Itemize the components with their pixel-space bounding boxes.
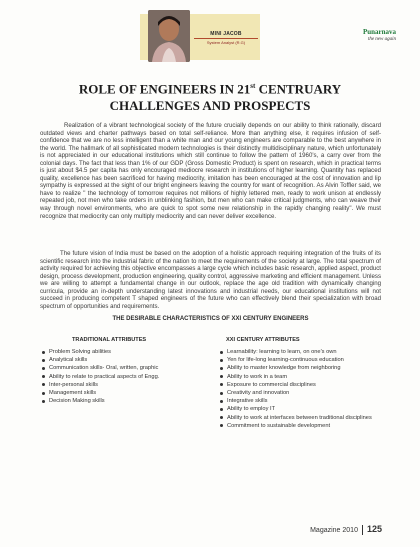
- title-line1-suffix: CENTRUARY: [255, 81, 342, 97]
- list-item: Creativity and innovation: [218, 389, 384, 397]
- bullet-icon: [220, 367, 223, 370]
- bullet-icon: [42, 400, 45, 403]
- list-item: Problem Solving abilities: [40, 348, 190, 356]
- bullet-icon: [220, 392, 223, 395]
- list-item: Commitment to sustainable development: [218, 422, 384, 430]
- section-heading: THE DESIRABLE CHARACTERISTICS OF XXI CENTURY ENGINEERS: [112, 316, 309, 322]
- bullet-icon: [42, 375, 45, 378]
- article-title: [40, 78, 380, 114]
- title-line1-sup: st: [250, 82, 256, 90]
- traditional-attributes-heading: TRADITIONAL ATTRIBUTES: [72, 337, 147, 343]
- traditional-attributes-list: [40, 348, 190, 405]
- bullet-icon: [220, 351, 223, 354]
- author-role: System Analyst (R.G): [206, 40, 246, 45]
- list-item: Communication skills- Oral, written, graphic: [40, 364, 190, 372]
- bullet-icon: [42, 367, 45, 370]
- brand-block: [363, 28, 396, 42]
- bullet-icon: [220, 416, 223, 419]
- list-item: Ability to work in a team: [218, 373, 384, 381]
- author-photo: [148, 10, 190, 62]
- list-item: Exposure to commercial disciplines: [218, 381, 384, 389]
- body-paragraph-2: The future vision of India must be based on the adoption of a holistic approach requiring integration of the fruits of its scientific research into the industrial fabric of the nation to meet the requirements of the society at large. The total spectrum of activity required for achieving this objective encompasses a large cycle which includes basic research, applied aspect, product design, process development, production engineering, quality control, aggressive marketing and efficient management. Unless we are willing to attempt a fundamental change in our outlook, replace the age old tradition with dynamically changing curricula, provide an in-depth understanding latest innovations and industrial needs, our educational institutions will not succeed in producing competent T shaped engineers of the future who can effectively blend their specialization with broad spectrum of opportunities and requirements.: [40, 250, 381, 310]
- list-item: Inter-personal skills: [40, 381, 190, 389]
- bullet-icon: [42, 351, 45, 354]
- brand-name: Punarnava: [362, 28, 396, 36]
- bullet-icon: [42, 359, 45, 362]
- bullet-icon: [42, 392, 45, 395]
- list-item: Ability to work at interfaces between traditional disciplines: [218, 414, 384, 422]
- brand-tagline: the new again: [367, 37, 396, 42]
- page-footer: [310, 524, 382, 535]
- xxi-attributes-heading: XXI CENTURY ATTRIBUTES: [226, 337, 300, 343]
- body-paragraph-1: Realization of a vibrant technological society of the future crucially depends on our ability to think rationally, discard outdated views and charter pathways based on total self-reliance. More than anything else, it requires infusion of self-confidence that we are no less intelligent than a white man and our young engineers are comparable to the best anywhere in the world. The hallmark of all sophisticated modern technologies is their distinctly multidisciplinary nature, which unfortunately is not appreciated in our educational institutions which still continue to follow the pattern of 1960's, a carry over from the colonial days. The fact that less than 1% of our GDP (Gross Domestic Product) is spent on research, which in practical terms is just about $4.5 per capita has only encouraged mediocre research in institutions of higher learning. Quantity has replaced quality, excellence has been sacrificed for having mediocrity, imitation has been encouraged at the cost of innovation and lip sympathy is expressed at the sight of our bright engineers leaving the country for want of recognition. As Alvin Toffler said, we have to realize " the technology of tomorrow requires not millions of highly lettered men, ready to work unison at endlessly repeated job, not men who take orders in unblinking fashion, but men who can make critical judgments, who can weave their way through novel environments, who are quick to spot some new relationship in the rapidly changing reality". We must recognize that mediocrity can only multiply mediocrity and can never deliver excellence.: [40, 122, 381, 220]
- title-line1-prefix: ROLE OF ENGINEERS IN 21: [78, 81, 251, 97]
- list-item: Decision Making skills: [40, 397, 190, 405]
- bullet-icon: [220, 400, 223, 403]
- magazine-label: Magazine 2010: [310, 527, 358, 534]
- bullet-icon: [220, 424, 223, 427]
- list-item: Yen for life-long learning-continuous education: [218, 356, 384, 364]
- list-item: Ability to relate to practical aspects of Engg.: [40, 373, 190, 381]
- page-number: 125: [366, 524, 382, 534]
- author-portrait-icon: [148, 10, 190, 62]
- author-divider: [194, 38, 258, 39]
- bullet-icon: [220, 375, 223, 378]
- list-item: Ability to employ IT: [218, 405, 384, 413]
- bullet-icon: [220, 359, 223, 362]
- list-item: Learnability: learning to learn, on one's own: [218, 348, 384, 356]
- author-name: MINI JACOB: [210, 31, 242, 37]
- title-line2: CHALLENGES AND PROSPECTS: [109, 98, 311, 114]
- bullet-icon: [220, 383, 223, 386]
- list-item: Ability to master knowledge from neighboring: [218, 364, 384, 372]
- bullet-icon: [220, 408, 223, 411]
- xxi-attributes-list: [218, 348, 384, 430]
- list-item: Integrative skills: [218, 397, 384, 405]
- bullet-icon: [42, 383, 45, 386]
- list-item: Management skills: [40, 389, 190, 397]
- list-item: Analytical skills: [40, 356, 190, 364]
- footer-divider: [362, 525, 363, 535]
